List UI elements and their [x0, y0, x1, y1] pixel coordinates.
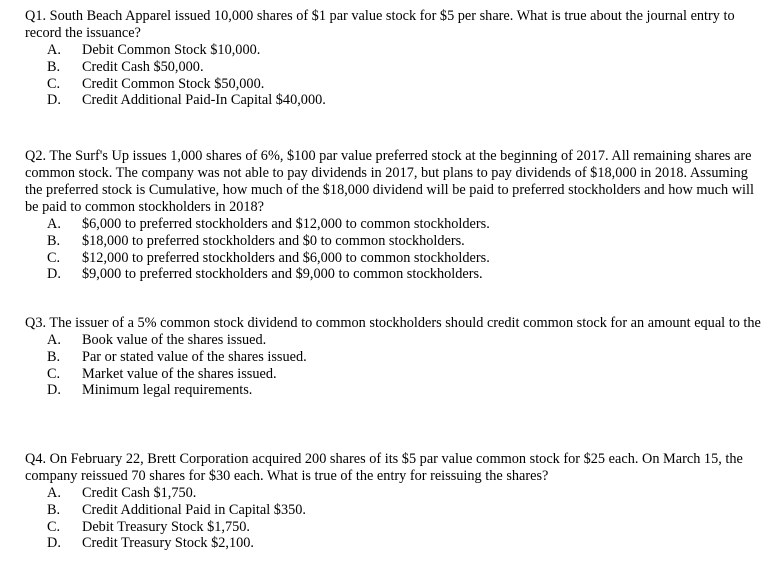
option-b: [25, 502, 765, 519]
option-a: [25, 332, 765, 349]
option-text: $6,000 to preferred stockholders and $12,000 to common stockholders.: [82, 216, 490, 232]
option-letter: D.: [47, 92, 61, 109]
option-text: Debit Common Stock $10,000.: [82, 42, 261, 58]
option-text: Credit Treasury Stock $2,100.: [82, 535, 254, 552]
option-b: [25, 59, 765, 76]
option-letter: B.: [47, 232, 61, 249]
option-text: Credit Additional Paid in Capital $350.: [82, 501, 306, 518]
option-c: [25, 519, 765, 536]
option-letter: A.: [47, 216, 61, 232]
option-text: Minimum legal requirements.: [82, 382, 253, 399]
question-3: [25, 315, 765, 399]
option-text: Market value of the shares issued.: [82, 365, 277, 382]
option-a: [25, 216, 765, 233]
option-list: [25, 216, 765, 283]
option-d: [25, 382, 765, 399]
option-text: Credit Cash $50,000.: [82, 58, 204, 75]
question-2: [25, 148, 765, 283]
option-a: [25, 42, 765, 59]
option-text: Credit Common Stock $50,000.: [82, 75, 265, 92]
option-text: $9,000 to preferred stockholders and $9,000 to common stockholders.: [82, 266, 483, 283]
option-text: $18,000 to preferred stockholders and $0 to common stockholders.: [82, 232, 465, 249]
option-b: [25, 349, 765, 366]
option-letter: D.: [47, 266, 61, 283]
option-a: [25, 485, 765, 502]
option-text: $12,000 to preferred stockholders and $6,000 to common stockholders.: [82, 249, 490, 266]
option-text: Debit Treasury Stock $1,750.: [82, 518, 250, 535]
option-letter: A.: [47, 332, 61, 348]
option-letter: C.: [47, 249, 61, 266]
option-text: Credit Additional Paid-In Capital $40,000.: [82, 92, 326, 109]
option-c: [25, 250, 765, 267]
option-text: Credit Cash $1,750.: [82, 485, 197, 501]
option-text: Par or stated value of the shares issued.: [82, 348, 307, 365]
option-list: [25, 332, 765, 399]
option-list: [25, 42, 765, 109]
question-1: [25, 8, 765, 109]
option-letter: A.: [47, 485, 61, 501]
option-letter: B.: [47, 348, 61, 365]
option-d: [25, 92, 765, 109]
option-d: [25, 266, 765, 283]
option-d: [25, 535, 765, 552]
option-c: [25, 76, 765, 93]
option-letter: A.: [47, 42, 61, 58]
option-b: [25, 233, 765, 250]
question-4: [25, 451, 765, 552]
question-stem: Q4. On February 22, Brett Corporation acquired 200 shares of its $5 par value common stock for $25 each. On March 15, the company reissued 70 shares for $30 each. What is true of the entry for reissuing the shares?: [25, 451, 743, 484]
question-stem: Q2. The Surf's Up issues 1,000 shares of 6%, $100 par value preferred stock at the beginning of 2017. All remaining shares are common stock. The company was not able to pay dividends in 2017, but plans to pay dividends of $18,000 in 2018. Assuming the preferred stock is Cumulative, how much of the $18,000 dividend will be paid to preferred stockholders and how much will be paid to common stockholders in 2018?: [25, 148, 754, 215]
question-stem: Q3. The issuer of a 5% common stock dividend to common stockholders should credit common stock for an amount equal to the: [25, 315, 761, 331]
option-letter: B.: [47, 58, 61, 75]
option-letter: C.: [47, 365, 61, 382]
option-letter: D.: [47, 382, 61, 399]
question-stem: Q1. South Beach Apparel issued 10,000 shares of $1 par value stock for $5 per share. What is true about the journal entry to record the issuance?: [25, 8, 735, 41]
option-letter: D.: [47, 535, 61, 552]
option-letter: C.: [47, 75, 61, 92]
option-letter: C.: [47, 518, 61, 535]
option-list: [25, 485, 765, 552]
option-letter: B.: [47, 501, 61, 518]
option-text: Book value of the shares issued.: [82, 332, 267, 348]
option-c: [25, 366, 765, 383]
